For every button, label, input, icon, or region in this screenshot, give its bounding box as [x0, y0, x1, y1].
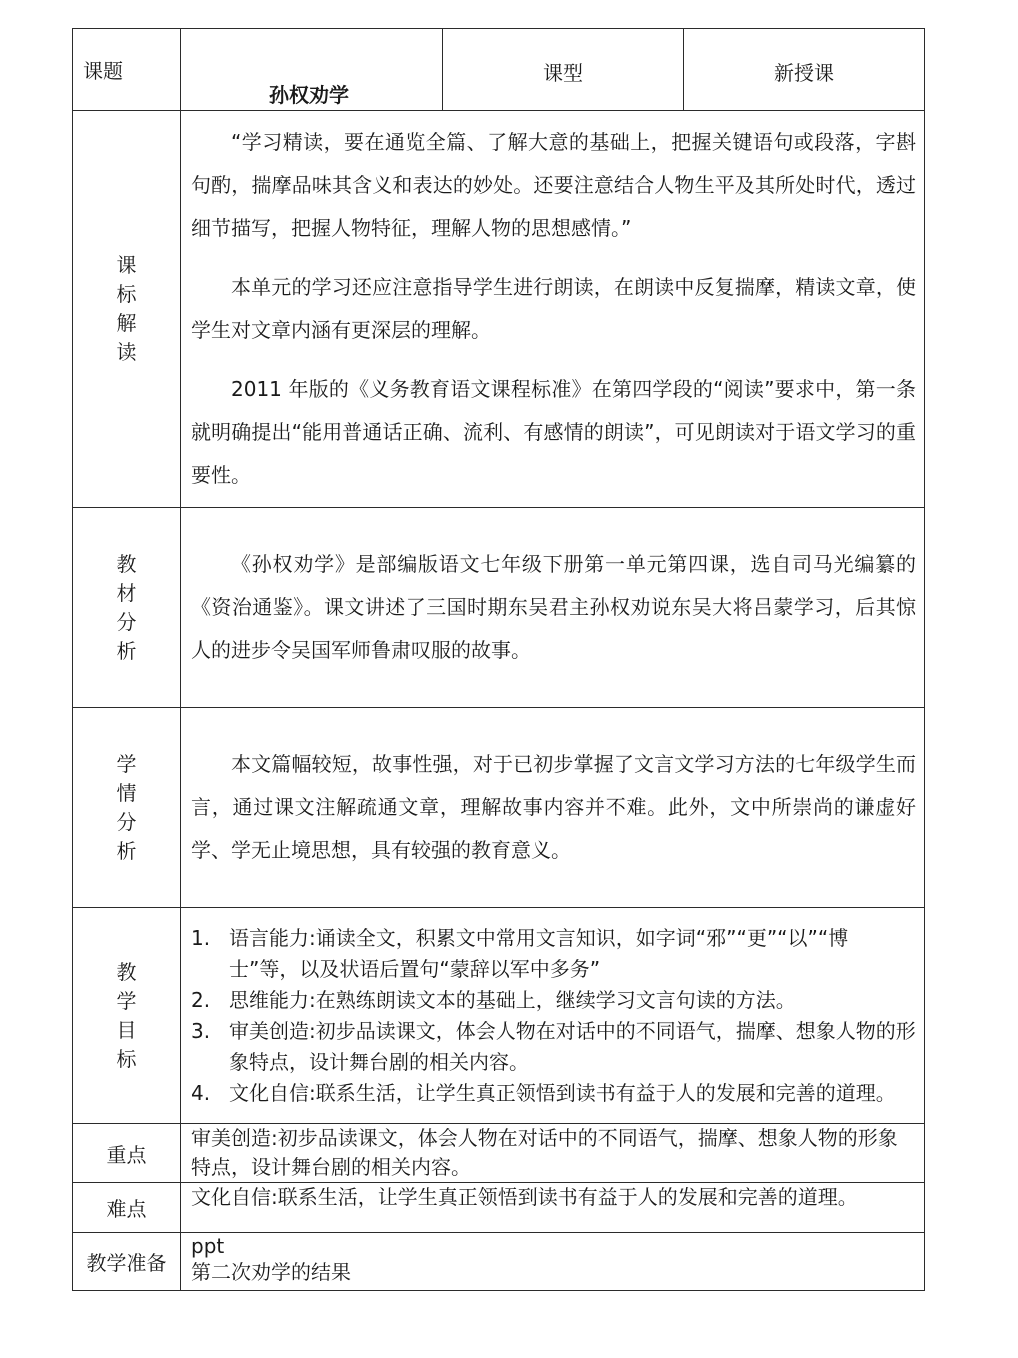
curriculum-paragraph: 本单元的学习还应注意指导学生进行朗读，在朗读中反复揣摩，精读文章，使学生对文章内涵有更深层的理解。 — [191, 275, 916, 342]
goal-number: 1. — [191, 925, 211, 950]
difficulty-content — [181, 1183, 925, 1233]
key-point-text: 审美创造:初步品读课文，体会人物在对话中的不同语气，揣摩、想象人物的形象特点，设计舞台剧的相关内容。 — [191, 1126, 898, 1179]
goal-item — [191, 1078, 916, 1109]
curriculum-paragraph: 2011 年版的《义务教育语文课程标准》在第四学段的“阅读”要求中，第一条就明确提出“能用普通话正确、流利、有感情的朗读”，可见朗读对于语文学习的重要性。 — [191, 377, 916, 487]
key-point-label: 重点 — [73, 1124, 181, 1183]
curriculum-content — [181, 111, 925, 508]
lesson-title: 孙权劝学 — [269, 83, 349, 107]
goal-item — [191, 985, 916, 1016]
key-point-content — [181, 1124, 925, 1183]
difficulty-text: 文化自信:联系生活，让学生真正领悟到读书有益于人的发展和完善的道理。 — [191, 1185, 858, 1209]
label-char: 读 — [116, 340, 137, 364]
label-char: 教 — [116, 959, 137, 984]
preparation-line: ppt — [191, 1234, 225, 1258]
goal-text: 语言能力:诵读全文，积累文中常用文言知识，如字词“邪”“更”“以”“博士”等，以及状语后置句“蒙辞以军中多务” — [229, 925, 849, 981]
textbook-content — [181, 508, 925, 708]
label-char: 目 — [116, 1017, 137, 1042]
label-char: 学 — [116, 988, 137, 1013]
learners-paragraph: 本文篇幅较短，故事性强，对于已初步掌握了文言文学习方法的七年级学生而言，通过课文注解疏通文章，理解故事内容并不难。此外，文中所崇尚的谦虚好学、学无止境思想，具有较强的教育意义。 — [191, 752, 916, 862]
textbook-label — [73, 508, 181, 708]
goal-number: 2. — [191, 987, 211, 1012]
label-char: 教 — [116, 551, 137, 576]
preparation-line: 第二次劝学的结果 — [191, 1260, 351, 1284]
lesson-plan-sheet — [72, 28, 924, 1289]
label-char: 解 — [116, 311, 137, 335]
label-char: 分 — [116, 609, 137, 634]
textbook-paragraph: 《孙权劝学》是部编版语文七年级下册第一单元第四课，选自司马光编纂的《资治通鉴》。课文讲述了三国时期东吴君主孙权劝说东吴大将吕蒙学习，后其惊人的进步令吴国军师鲁肃叹服的故事。 — [191, 552, 916, 662]
lesson-type-label: 课型 — [443, 29, 684, 111]
curriculum-paragraph: “学习精读，要在通览全篇、了解大意的基础上，把握关键语句或段落，字斟句酌，揣摩品味其含义和表达的妙处。还要注意结合人物生平及其所处时代，透过细节描写，把握人物特征，理解人物的思想感情。” — [191, 130, 916, 240]
goal-text: 文化自信:联系生活，让学生真正领悟到读书有益于人的发展和完善的道理。 — [229, 1080, 896, 1105]
goal-text: 审美创造:初步品读课文，体会人物在对话中的不同语气，揣摩、想象人物的形象特点，设计舞台剧的相关内容。 — [229, 1018, 916, 1074]
learners-row — [73, 708, 925, 908]
lesson-plan-table — [72, 28, 925, 1291]
label-char: 析 — [116, 638, 137, 663]
textbook-row — [73, 508, 925, 708]
goals-content — [181, 908, 925, 1124]
label-char: 课 — [116, 253, 137, 277]
label-char: 情 — [116, 780, 137, 805]
label-char: 分 — [116, 809, 137, 834]
curriculum-row — [73, 111, 925, 508]
goal-text: 思维能力:在熟练朗读文本的基础上，继续学习文言句读的方法。 — [229, 987, 796, 1012]
lesson-type-value: 新授课 — [684, 29, 925, 111]
goal-number: 4. — [191, 1080, 211, 1105]
goal-item — [191, 1016, 916, 1078]
header-row — [73, 29, 925, 111]
topic-cell — [181, 29, 443, 111]
label-char: 标 — [116, 282, 137, 306]
preparation-content — [181, 1233, 925, 1291]
difficulty-row — [73, 1183, 925, 1233]
learners-label — [73, 708, 181, 908]
goal-number: 3. — [191, 1018, 211, 1043]
label-char: 标 — [116, 1046, 137, 1071]
label-char: 学 — [116, 751, 137, 776]
goals-row — [73, 908, 925, 1124]
key-point-row — [73, 1124, 925, 1183]
goal-item — [191, 923, 916, 985]
preparation-row — [73, 1233, 925, 1291]
goals-label — [73, 908, 181, 1124]
label-char: 材 — [116, 580, 137, 605]
preparation-label: 教学准备 — [73, 1233, 181, 1291]
label-char: 析 — [116, 838, 137, 863]
curriculum-label — [73, 111, 181, 508]
learners-content — [181, 708, 925, 908]
topic-label: 课题 — [73, 29, 181, 111]
difficulty-label: 难点 — [73, 1183, 181, 1233]
